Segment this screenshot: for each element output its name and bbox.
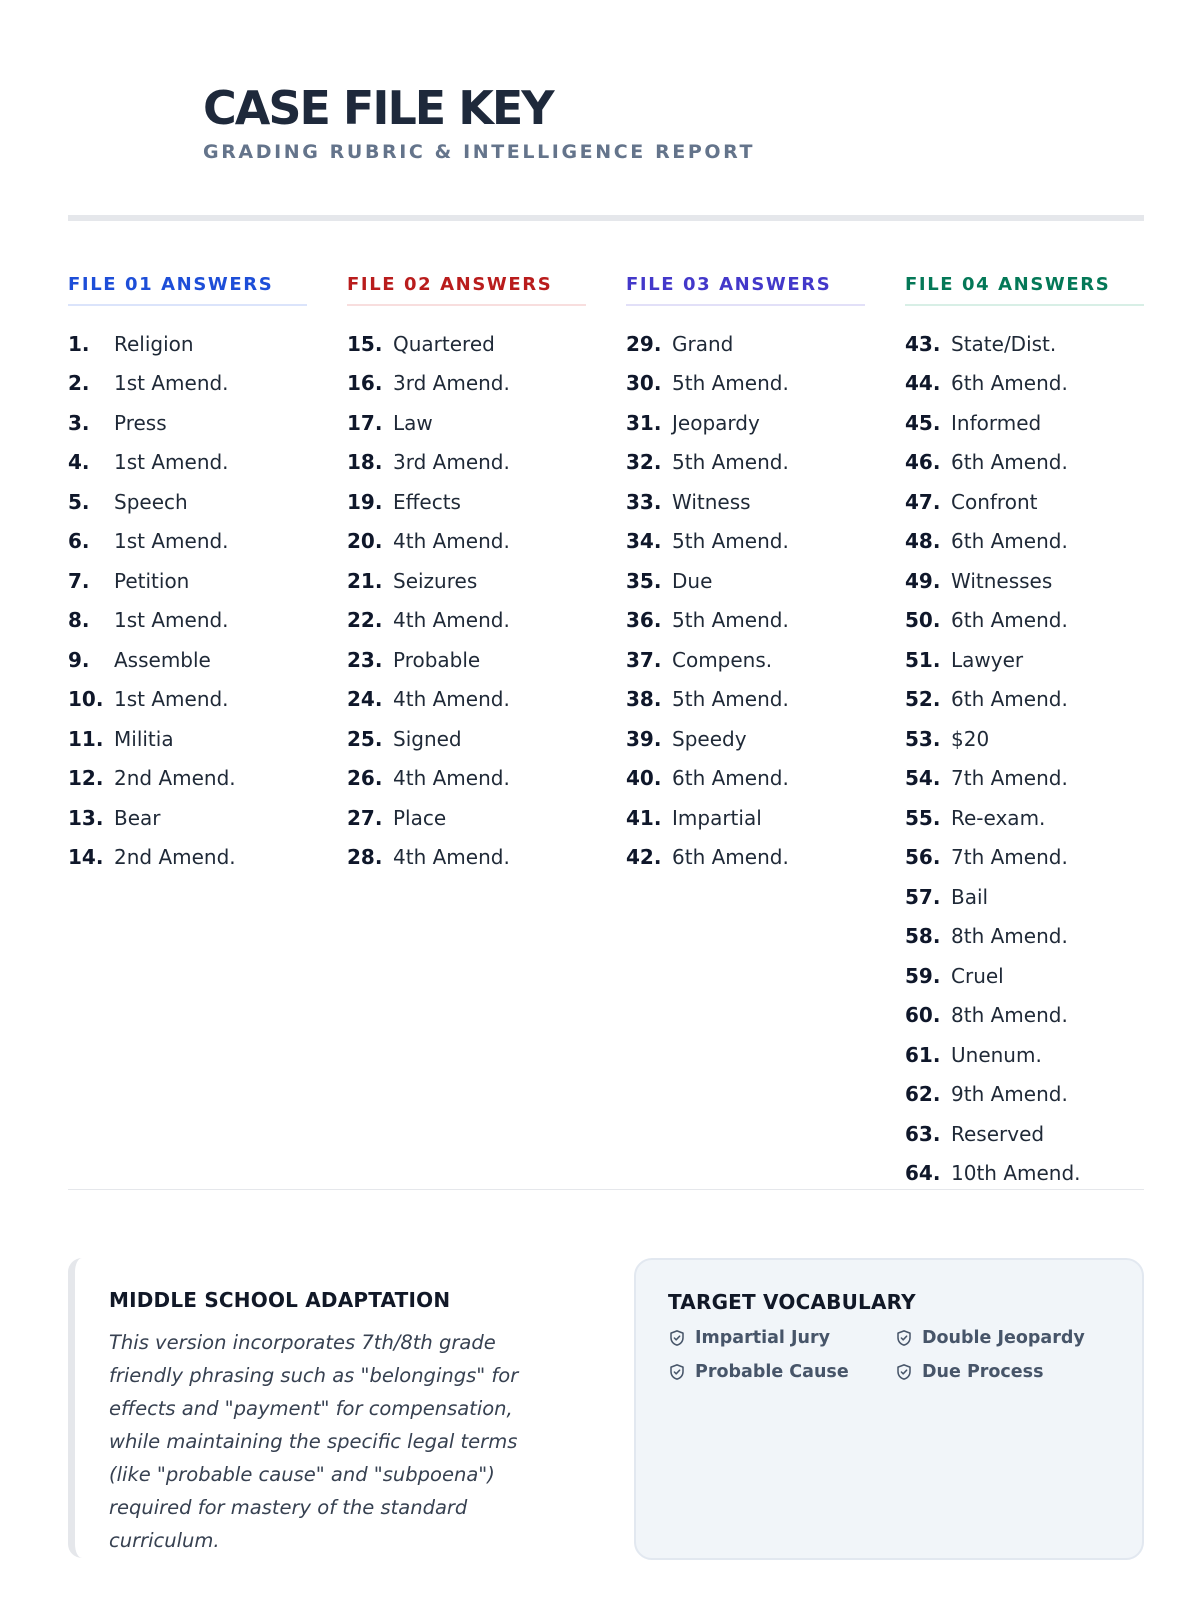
answer-number: 37. [626, 647, 662, 672]
answer-text: Religion [114, 331, 194, 356]
answer-number: 44. [905, 371, 941, 396]
answer-row [905, 1154, 1144, 1194]
answer-number: 61. [905, 1042, 941, 1067]
answer-number: 26. [347, 766, 383, 791]
answer-number: 2. [68, 371, 90, 396]
vocabulary-term [895, 1362, 1122, 1382]
answer-text: Assemble [114, 647, 211, 672]
answer-number: 46. [905, 450, 941, 475]
answer-row [905, 1114, 1144, 1154]
answer-number: 12. [68, 766, 104, 791]
answer-number: 22. [347, 608, 383, 633]
vocabulary-term [668, 1362, 895, 1382]
answer-row [905, 838, 1144, 878]
answer-number: 42. [626, 845, 662, 870]
answer-number: 39. [626, 726, 662, 751]
answer-number: 56. [905, 845, 941, 870]
answer-number: 38. [626, 687, 662, 712]
answer-text: 4th Amend. [393, 608, 510, 633]
answer-number: 52. [905, 687, 941, 712]
page-subtitle: GRADING RUBRIC & INTELLIGENCE REPORT [203, 141, 756, 163]
answer-number: 4. [68, 450, 90, 475]
answer-text: Jeopardy [672, 410, 760, 435]
shield-check-icon [668, 1329, 686, 1347]
answer-number: 40. [626, 766, 662, 791]
answer-number: 45. [905, 410, 941, 435]
answer-number: 29. [626, 331, 662, 356]
answer-row [347, 640, 586, 680]
answer-row [626, 680, 865, 720]
answer-text: Petition [114, 568, 190, 593]
answer-number: 23. [347, 647, 383, 672]
answer-number: 5. [68, 489, 90, 514]
answer-row [347, 522, 586, 562]
answer-number: 64. [905, 1161, 941, 1186]
answer-text: Bail [951, 884, 989, 909]
answer-number: 28. [347, 845, 383, 870]
answer-row [626, 719, 865, 759]
answer-number: 20. [347, 529, 383, 554]
answer-text: 8th Amend. [951, 924, 1068, 949]
answer-number: 13. [68, 805, 104, 830]
answer-row [905, 561, 1144, 601]
answer-row [68, 601, 307, 641]
answer-text: 10th Amend. [951, 1161, 1081, 1186]
answer-row [626, 798, 865, 838]
answer-row [905, 877, 1144, 917]
answer-number: 33. [626, 489, 662, 514]
answer-text: 1st Amend. [114, 371, 229, 396]
answer-row [68, 640, 307, 680]
answer-text: Bear [114, 805, 161, 830]
answer-number: 1. [68, 331, 90, 356]
file-03-list [626, 324, 865, 877]
answer-text: Seizures [393, 568, 478, 593]
file-01-list [68, 324, 307, 877]
answer-row [347, 324, 586, 364]
vocabulary-term [668, 1328, 895, 1348]
answer-row [905, 917, 1144, 957]
answer-number: 48. [905, 529, 941, 554]
vocabulary-term-label: Due Process [922, 1362, 1044, 1382]
answer-number: 41. [626, 805, 662, 830]
answer-number: 62. [905, 1082, 941, 1107]
vocabulary-title: TARGET VOCABULARY [668, 1290, 916, 1314]
answer-row [68, 482, 307, 522]
adaptation-panel [68, 1258, 546, 1558]
answer-row [626, 324, 865, 364]
answer-text: 6th Amend. [672, 845, 789, 870]
answer-row [347, 561, 586, 601]
answer-text: Signed [393, 726, 462, 751]
answer-row [626, 601, 865, 641]
answer-row [347, 443, 586, 483]
header-divider [68, 215, 1144, 221]
answer-number: 17. [347, 410, 383, 435]
answer-row [68, 522, 307, 562]
answer-number: 34. [626, 529, 662, 554]
answer-text: Militia [114, 726, 174, 751]
answer-number: 53. [905, 726, 941, 751]
answer-text: Reserved [951, 1121, 1045, 1146]
file-03-heading: FILE 03 ANSWERS [626, 274, 865, 306]
page-header [203, 78, 755, 163]
answer-text: Re-exam. [951, 805, 1046, 830]
answer-row [905, 324, 1144, 364]
answers-divider [68, 1189, 1144, 1190]
answer-text: Informed [951, 410, 1042, 435]
shield-check-icon [895, 1363, 913, 1381]
answer-row [68, 324, 307, 364]
answer-text: Confront [951, 489, 1038, 514]
answer-number: 51. [905, 647, 941, 672]
answer-number: 9. [68, 647, 90, 672]
answer-text: 3rd Amend. [393, 371, 510, 396]
answer-text: 9th Amend. [951, 1082, 1068, 1107]
answer-text: 3rd Amend. [393, 450, 510, 475]
answer-number: 59. [905, 963, 941, 988]
answer-text: 4th Amend. [393, 529, 510, 554]
answer-text: 4th Amend. [393, 766, 510, 791]
answer-number: 43. [905, 331, 941, 356]
answer-text: Law [393, 410, 433, 435]
answer-row [626, 482, 865, 522]
answer-number: 30. [626, 371, 662, 396]
adaptation-title: MIDDLE SCHOOL ADAPTATION [109, 1288, 451, 1312]
answer-text: Speech [114, 489, 188, 514]
answer-text: Cruel [951, 963, 1004, 988]
adaptation-body: This version incorporates 7th/8th grade friendly phrasing such as "belongings" for effects and "payment" for compensation, while maintaining the specific legal terms (like "probable cause" and "subpoena") required for mastery of the standard curriculum. [109, 1331, 519, 1552]
answer-row [626, 443, 865, 483]
answer-number: 19. [347, 489, 383, 514]
answer-row [68, 759, 307, 799]
answer-number: 36. [626, 608, 662, 633]
answer-row [68, 364, 307, 404]
answer-row [905, 996, 1144, 1036]
answer-number: 18. [347, 450, 383, 475]
answer-number: 8. [68, 608, 90, 633]
answer-number: 60. [905, 1003, 941, 1028]
answer-number: 25. [347, 726, 383, 751]
answer-row [905, 956, 1144, 996]
answer-text: Speedy [672, 726, 747, 751]
answer-text: 8th Amend. [951, 1003, 1068, 1028]
answer-text: Lawyer [951, 647, 1024, 672]
answer-row [626, 403, 865, 443]
file-01-column [68, 274, 307, 877]
vocabulary-term-label: Impartial Jury [695, 1328, 830, 1348]
answer-number: 31. [626, 410, 662, 435]
answer-row [905, 601, 1144, 641]
answer-text: Due [672, 568, 713, 593]
answer-text: 1st Amend. [114, 608, 229, 633]
answer-text: 6th Amend. [951, 450, 1068, 475]
answer-row [347, 798, 586, 838]
answer-text: 6th Amend. [951, 687, 1068, 712]
answer-text: $20 [951, 726, 990, 751]
file-02-column [347, 274, 586, 877]
answer-text: 5th Amend. [672, 608, 789, 633]
answer-row [347, 403, 586, 443]
answer-number: 16. [347, 371, 383, 396]
answer-text: 5th Amend. [672, 450, 789, 475]
answer-row [905, 680, 1144, 720]
file-01-heading: FILE 01 ANSWERS [68, 274, 307, 306]
answer-number: 6. [68, 529, 90, 554]
answer-text: Grand [672, 331, 734, 356]
answer-number: 24. [347, 687, 383, 712]
answer-text: 2nd Amend. [114, 766, 236, 791]
answer-text: 5th Amend. [672, 371, 789, 396]
answer-row [347, 759, 586, 799]
answer-row [626, 522, 865, 562]
answer-row [905, 443, 1144, 483]
vocabulary-term [895, 1328, 1122, 1348]
answer-row [905, 759, 1144, 799]
answer-number: 14. [68, 845, 104, 870]
answer-text: Quartered [393, 331, 495, 356]
answer-text: 5th Amend. [672, 687, 789, 712]
answer-number: 15. [347, 331, 383, 356]
answer-text: Press [114, 410, 167, 435]
file-03-column [626, 274, 865, 877]
answer-text: 4th Amend. [393, 687, 510, 712]
file-04-column [905, 274, 1144, 1193]
shield-check-icon [895, 1329, 913, 1347]
answer-row [68, 680, 307, 720]
answer-row [905, 719, 1144, 759]
answer-text: 5th Amend. [672, 529, 789, 554]
answer-number: 10. [68, 687, 104, 712]
vocabulary-term-label: Double Jeopardy [922, 1328, 1085, 1348]
answer-text: 6th Amend. [951, 371, 1068, 396]
answer-row [68, 838, 307, 878]
answer-row [905, 364, 1144, 404]
answer-number: 21. [347, 568, 383, 593]
answer-text: 1st Amend. [114, 687, 229, 712]
answer-row [68, 719, 307, 759]
answer-text: Effects [393, 489, 461, 514]
answer-number: 7. [68, 568, 90, 593]
answer-row [626, 364, 865, 404]
answer-text: 1st Amend. [114, 529, 229, 554]
answer-number: 32. [626, 450, 662, 475]
vocabulary-term-label: Probable Cause [695, 1362, 849, 1382]
answer-number: 27. [347, 805, 383, 830]
answer-row [905, 640, 1144, 680]
answer-row [347, 601, 586, 641]
answer-row [68, 403, 307, 443]
answer-text: Witness [672, 489, 751, 514]
answer-row [68, 561, 307, 601]
answer-number: 50. [905, 608, 941, 633]
answer-text: Place [393, 805, 447, 830]
answer-number: 35. [626, 568, 662, 593]
answer-row [626, 640, 865, 680]
answer-text: State/Dist. [951, 331, 1057, 356]
answer-row [905, 522, 1144, 562]
answer-number: 55. [905, 805, 941, 830]
answer-number: 63. [905, 1121, 941, 1146]
answer-row [68, 443, 307, 483]
answer-text: Impartial [672, 805, 762, 830]
answer-row [905, 482, 1144, 522]
file-04-list [905, 324, 1144, 1193]
answer-row [905, 403, 1144, 443]
answer-row [347, 838, 586, 878]
answer-row [347, 364, 586, 404]
answer-number: 3. [68, 410, 90, 435]
answer-row [626, 759, 865, 799]
answer-number: 47. [905, 489, 941, 514]
answer-row [626, 838, 865, 878]
answer-text: Compens. [672, 647, 773, 672]
answer-row [347, 482, 586, 522]
answer-text: 6th Amend. [951, 608, 1068, 633]
page-title: CASE FILE KEY [203, 81, 553, 135]
answer-row [905, 1075, 1144, 1115]
answer-row [905, 1035, 1144, 1075]
vocabulary-panel [634, 1258, 1144, 1560]
answer-text: 7th Amend. [951, 845, 1068, 870]
answer-row [347, 719, 586, 759]
answer-text: Witnesses [951, 568, 1053, 593]
answer-row [626, 561, 865, 601]
file-04-heading: FILE 04 ANSWERS [905, 274, 1144, 306]
answer-row [347, 680, 586, 720]
answer-row [68, 798, 307, 838]
answer-row [905, 798, 1144, 838]
answer-text: 6th Amend. [672, 766, 789, 791]
answer-number: 54. [905, 766, 941, 791]
answer-number: 11. [68, 726, 104, 751]
answer-text: 7th Amend. [951, 766, 1068, 791]
answer-text: 2nd Amend. [114, 845, 236, 870]
shield-check-icon [668, 1363, 686, 1381]
file-02-heading: FILE 02 ANSWERS [347, 274, 586, 306]
answer-text: 4th Amend. [393, 845, 510, 870]
vocabulary-grid [668, 1328, 1142, 1382]
answer-text: 1st Amend. [114, 450, 229, 475]
answer-text: 6th Amend. [951, 529, 1068, 554]
answer-number: 57. [905, 884, 941, 909]
answer-text: Unenum. [951, 1042, 1042, 1067]
file-02-list [347, 324, 586, 877]
answer-number: 49. [905, 568, 941, 593]
answer-number: 58. [905, 924, 941, 949]
answer-text: Probable [393, 647, 481, 672]
